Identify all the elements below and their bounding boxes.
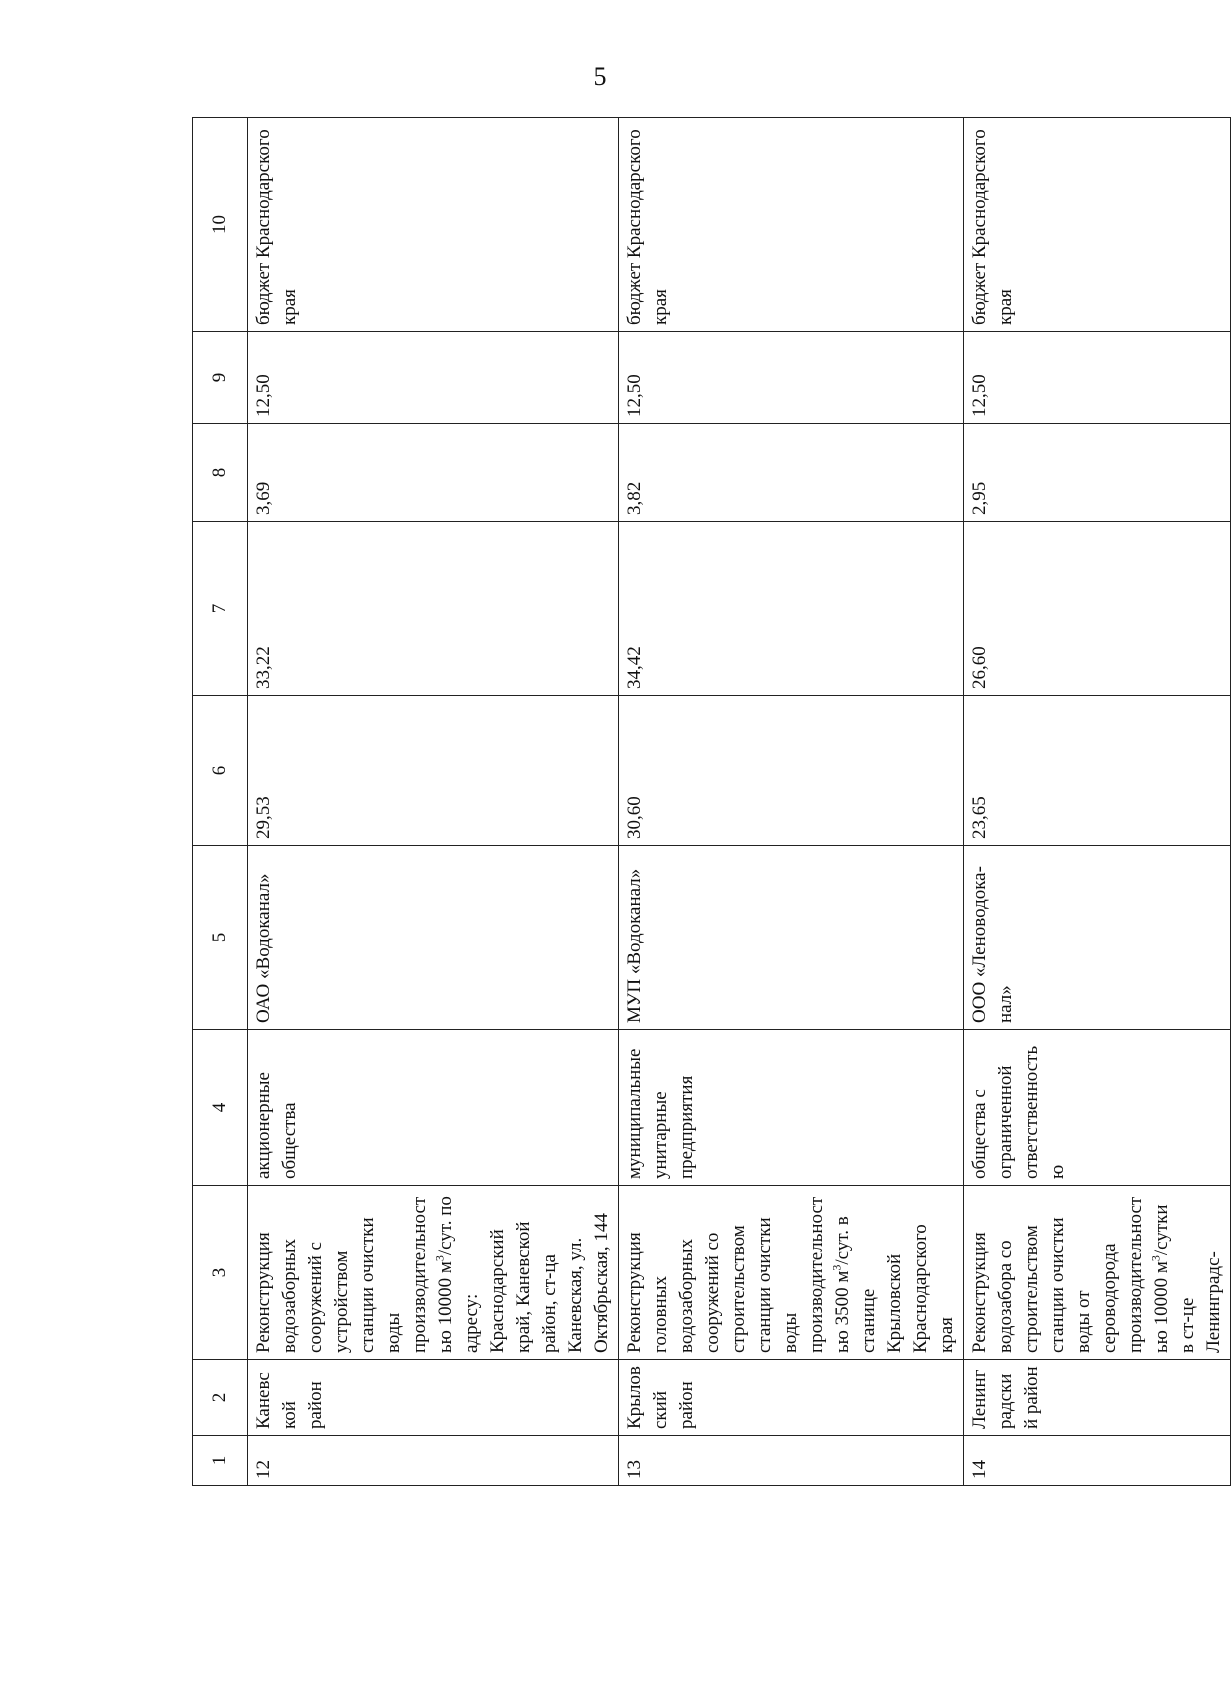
cell-value-8: 3,82 [619,424,964,522]
cell-project-sup: 3 [1148,1255,1163,1262]
cell-value-9: 12,50 [964,332,1231,424]
cell-project [619,1186,964,1360]
cell-number: 13 [619,1436,964,1486]
cell-project-text-cont: /сут. в станице Крыловской Краснодарского края [832,1216,957,1353]
cell-project [248,1186,619,1360]
col-header-4: 4 [193,1030,248,1186]
cell-funding-source: бюджет Краснодарского края [248,118,619,332]
col-header-6: 6 [193,696,248,846]
cell-org-form: муниципальные унитарные предприятия [619,1030,964,1186]
cell-org-form: акционерные общества [248,1030,619,1186]
cell-value-8: 2,95 [964,424,1231,522]
cell-value-6: 29,53 [248,696,619,846]
page-number: 5 [593,62,607,91]
col-header-7: 7 [193,522,248,696]
cell-value-6: 23,65 [964,696,1231,846]
data-table [192,117,1231,1486]
cell-district: Крыловский район [619,1360,964,1436]
cell-value-7: 26,60 [964,522,1231,696]
cell-number: 14 [964,1436,1231,1486]
cell-project-text: Реконструкция водозабора со строительством станции очистки воды от сероводорода производительностью 10000 м [969,1196,1172,1353]
cell-value-6: 30,60 [619,696,964,846]
cell-district: Каневской район [248,1360,619,1436]
cell-project-sup: 3 [829,1264,844,1271]
cell-value-9: 12,50 [619,332,964,424]
cell-project-text: Реконструкция водозаборных сооружений с устройством станции очистки воды производительностью 10000 м [253,1196,456,1353]
col-header-10: 10 [193,118,248,332]
col-header-9: 9 [193,332,248,424]
cell-org-name: МУП «Водоканал» [619,846,964,1030]
col-header-2: 2 [193,1360,248,1436]
cell-value-9: 12,50 [248,332,619,424]
col-header-8: 8 [193,424,248,522]
cell-org-name: ООО «Леноводока-нал» [964,846,1231,1030]
cell-project-text-cont: /сутки в ст-це Ленинградс- [1151,1204,1224,1353]
cell-funding-source: бюджет Краснодарского края [619,118,964,332]
table-row [619,118,964,1486]
col-header-3: 3 [193,1186,248,1360]
cell-project-text-cont: /сут. по адресу: Краснодарский край, Каневской район, ст-ца Каневская, ул. Октябрьская, 144 [435,1196,612,1353]
cell-value-7: 34,42 [619,522,964,696]
cell-project-sup: 3 [432,1255,447,1262]
cell-org-form: общества с ограниченной ответственностью [964,1030,1231,1186]
rotated-table-container [192,118,1224,1486]
cell-org-name: ОАО «Водоканал» [248,846,619,1030]
cell-project-text: Реконструкция головных водозаборных сооружений со строительством станции очистки воды производительностью 3500 м [624,1196,853,1353]
col-header-5: 5 [193,846,248,1030]
col-header-1: 1 [193,1436,248,1486]
header-row [193,118,248,1486]
cell-funding-source: бюджет Краснодарского края [964,118,1231,332]
cell-project [964,1186,1231,1360]
table-row [964,118,1231,1486]
table-row [248,118,619,1486]
cell-district: Ленинградский район [964,1360,1231,1436]
cell-value-8: 3,69 [248,424,619,522]
cell-value-7: 33,22 [248,522,619,696]
cell-number: 12 [248,1436,619,1486]
